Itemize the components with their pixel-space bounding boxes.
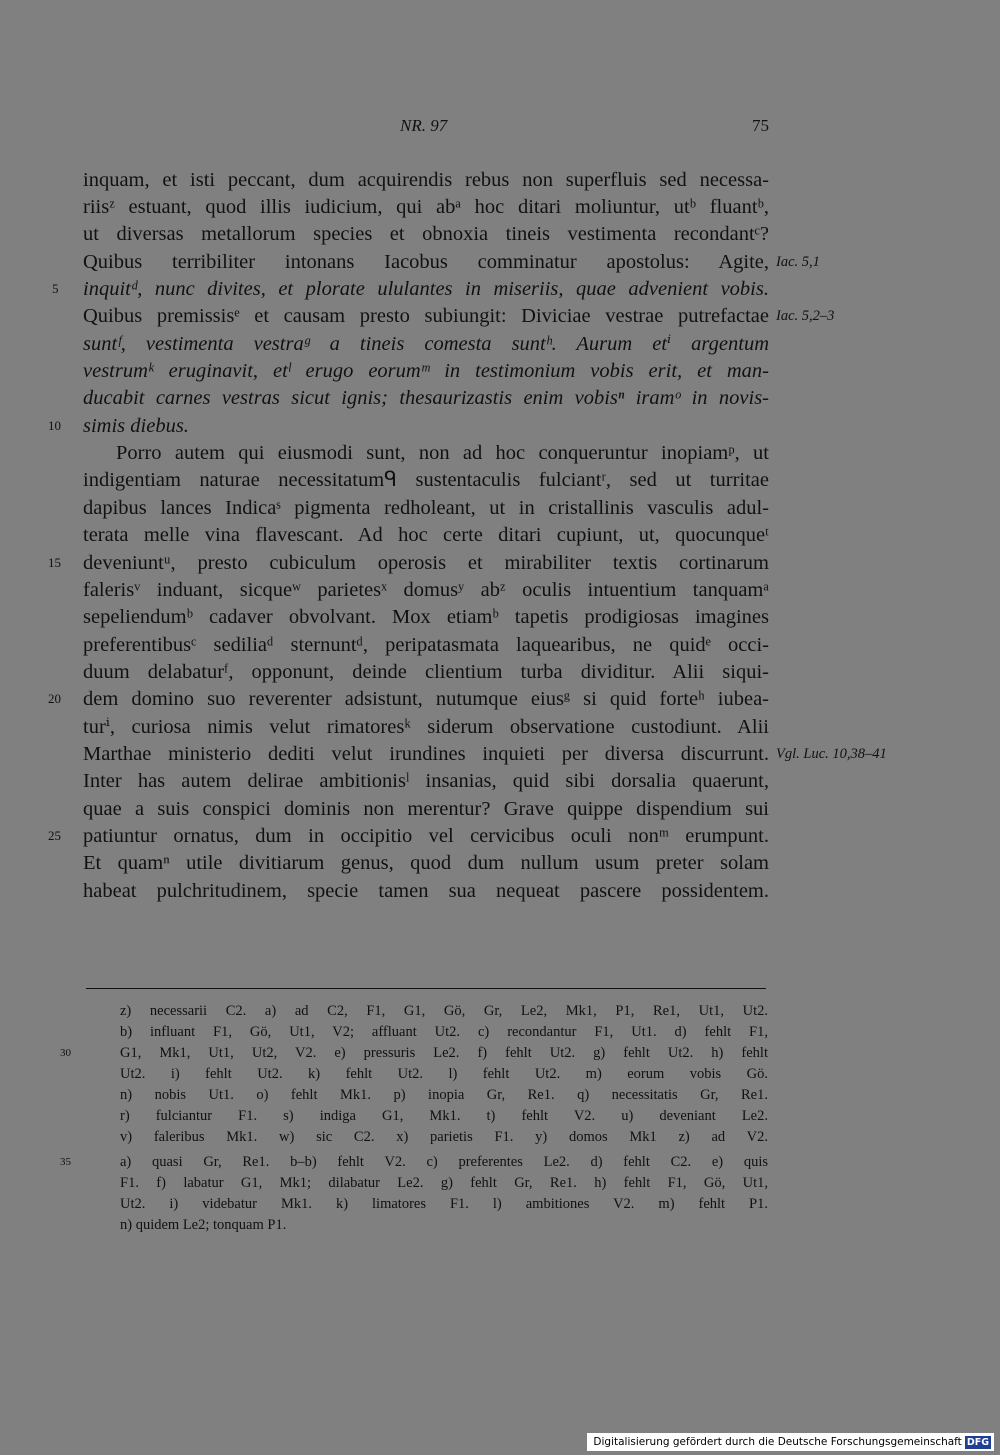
text-line: quae a suis conspici dominis non merentur? Grave quippe dispendium sui (83, 798, 769, 820)
credit-text: Digitalisierung gefördert durch die Deutsche Forschungsgemeinschaft (593, 1436, 962, 1448)
text-line: vestrumᵏ eruginavit, etˡ erugo eorumᵐ in testimonium vobis erit, et man- (83, 360, 769, 382)
text-line: ducabit carnes vestras sicut ignis; thesaurizastis enim vobisⁿ iramᵒ in novis- (83, 387, 769, 409)
text-line: simis diebus. (83, 415, 189, 437)
text-line: duum delabaturᶠ, opponunt, deinde clientium turba dividitur. Alii siqui- (83, 661, 769, 683)
text-line: deveniuntᵘ, presto cubiculum operosis et mirabiliter textis cortinarum (83, 552, 769, 574)
text-line: inquitᵈ, nunc divites, et plorate ululantes in miseriis, quae advenient vobis. (83, 278, 769, 300)
text-line: Et quamⁿ utile divitiarum genus, quod dum nullum usum preter solam (83, 852, 769, 874)
running-header-title: NR. 97 (400, 116, 448, 135)
footnote-line: n) nobis Ut1. o) fehlt Mk1. p) inopia Gr, Re1. q) necessitatis Gr, Re1. (120, 1087, 768, 1103)
page-number: 75 (752, 116, 769, 135)
text-line: terata melle vina flavescant. Ad hoc certe ditari cupiunt, ut, quocunqueᵗ (83, 524, 769, 546)
digitization-credit (587, 1433, 994, 1451)
dfg-logo: DFG (966, 1436, 989, 1448)
text-line: suntᶠ, vestimenta vestraᵍ a tineis comesta suntʰ. Aurum etⁱ argentum (83, 333, 769, 355)
text-line: Marthae ministerio dediti velut irundines inquieti per diversa discurrunt. (83, 743, 769, 765)
footnote-line: b) influant F1, Gö, Ut1, V2; affluant Ut2. c) recondantur F1, Ut1. d) fehlt F1, (120, 1024, 768, 1040)
text-line: Quibus terribiliter intonans Iacobus comminatur apostolus: Agite, (83, 251, 769, 273)
margin-reference: Iac. 5,2–3 (776, 308, 835, 324)
text-line: sepeliendumᵇ cadaver obvolvant. Mox etiamᵇ tapetis prodigiosas imagines (83, 606, 769, 628)
line-number: 25 (48, 828, 61, 843)
line-number: 15 (48, 555, 61, 570)
line-number: 35 (60, 1156, 71, 1168)
footnote-line: r) fulciantur F1. s) indiga G1, Mk1. t) fehlt V2. u) deveniant Le2. (120, 1108, 768, 1124)
text-line: inquam, et isti peccant, dum acquirendis rebus non superfluis sed necessa- (83, 169, 769, 191)
footnote-line: Ut2. i) videbatur Mk1. k) limatores F1. l) ambitiones V2. m) fehlt P1. (120, 1196, 768, 1212)
text-line: preferentibusᶜ sediliaᵈ sternuntᵈ, peripatasmata laquearibus, ne quidᵉ occi- (83, 634, 769, 656)
text-line: dapibus lances Indicaˢ pigmenta redholeant, ut in cristallinis vasculis adul- (83, 497, 769, 519)
text-line: patiuntur ornatus, dum in occipitio vel cervicibus oculi nonᵐ erumpunt. (83, 825, 769, 847)
line-number: 10 (48, 418, 61, 433)
text-line: Inter has autem delirae ambitionisˡ insanias, quid sibi dorsalia quaerunt, (83, 770, 769, 792)
text-line: Quibus premissisᵉ et causam presto subiungit: Diviciae vestrae putrefactae (83, 305, 769, 327)
footnote-line: a) quasi Gr, Re1. b–b) fehlt V2. c) preferentes Le2. d) fehlt C2. e) quis (120, 1154, 768, 1170)
footnote-line: z) necessarii C2. a) ad C2, F1, G1, Gö, Gr, Le2, Mk1, P1, Re1, Ut1, Ut2. (120, 1003, 768, 1019)
line-number: 20 (48, 691, 61, 706)
text-line: indigentiam naturae necessitatumᑫ sustentaculis fulciantʳ, sed ut turritae (83, 469, 769, 491)
text-line: turⁱ, curiosa nimis velut rimatoresᵏ siderum observatione custodiunt. Alii (83, 716, 769, 738)
text-line: Porro autem qui eiusmodi sunt, non ad hoc conqueruntur inopiamᵖ, ut (116, 442, 769, 464)
footnote-line: v) faleribus Mk1. w) sic C2. x) parietis F1. y) domos Mk1 z) ad V2. (120, 1129, 768, 1145)
footnote-separator (86, 988, 766, 989)
footnote-line: G1, Mk1, Ut1, Ut2, V2. e) pressuris Le2. f) fehlt Ut2. g) fehlt Ut2. h) fehlt (120, 1045, 768, 1061)
text-line: ut diversas metallorum species et obnoxia tineis vestimenta recondantᶜ? (83, 223, 769, 245)
text-line: riisᶻ estuant, quod illis iudicium, qui abᵃ hoc ditari moliuntur, utᵇ fluantᵇ, (83, 196, 769, 218)
text-line: dem domino suo reverenter adsistunt, nutumque eiusᵍ si quid forteʰ iubea- (83, 688, 769, 710)
footnote-line: F1. f) labatur G1, Mk1; dilabatur Le2. g) fehlt Gr, Re1. h) fehlt F1, Gö, Ut1, (120, 1175, 768, 1191)
footnote-line: n) quidem Le2; tonquam P1. (120, 1217, 287, 1233)
margin-reference: Vgl. Luc. 10,38–41 (776, 746, 887, 762)
line-number: 5 (52, 281, 59, 296)
text-line: falerisᵛ induant, sicqueʷ parietesˣ domusʸ abᶻ oculis intuentium tanquamᵃ (83, 579, 769, 601)
footnote-line: Ut2. i) fehlt Ut2. k) fehlt Ut2. l) fehlt Ut2. m) eorum vobis Gö. (120, 1066, 768, 1082)
line-number: 30 (60, 1047, 71, 1059)
text-line: habeat pulchritudinem, specie tamen sua nequeat pascere possidentem. (83, 880, 769, 902)
margin-reference: Iac. 5,1 (776, 254, 820, 270)
